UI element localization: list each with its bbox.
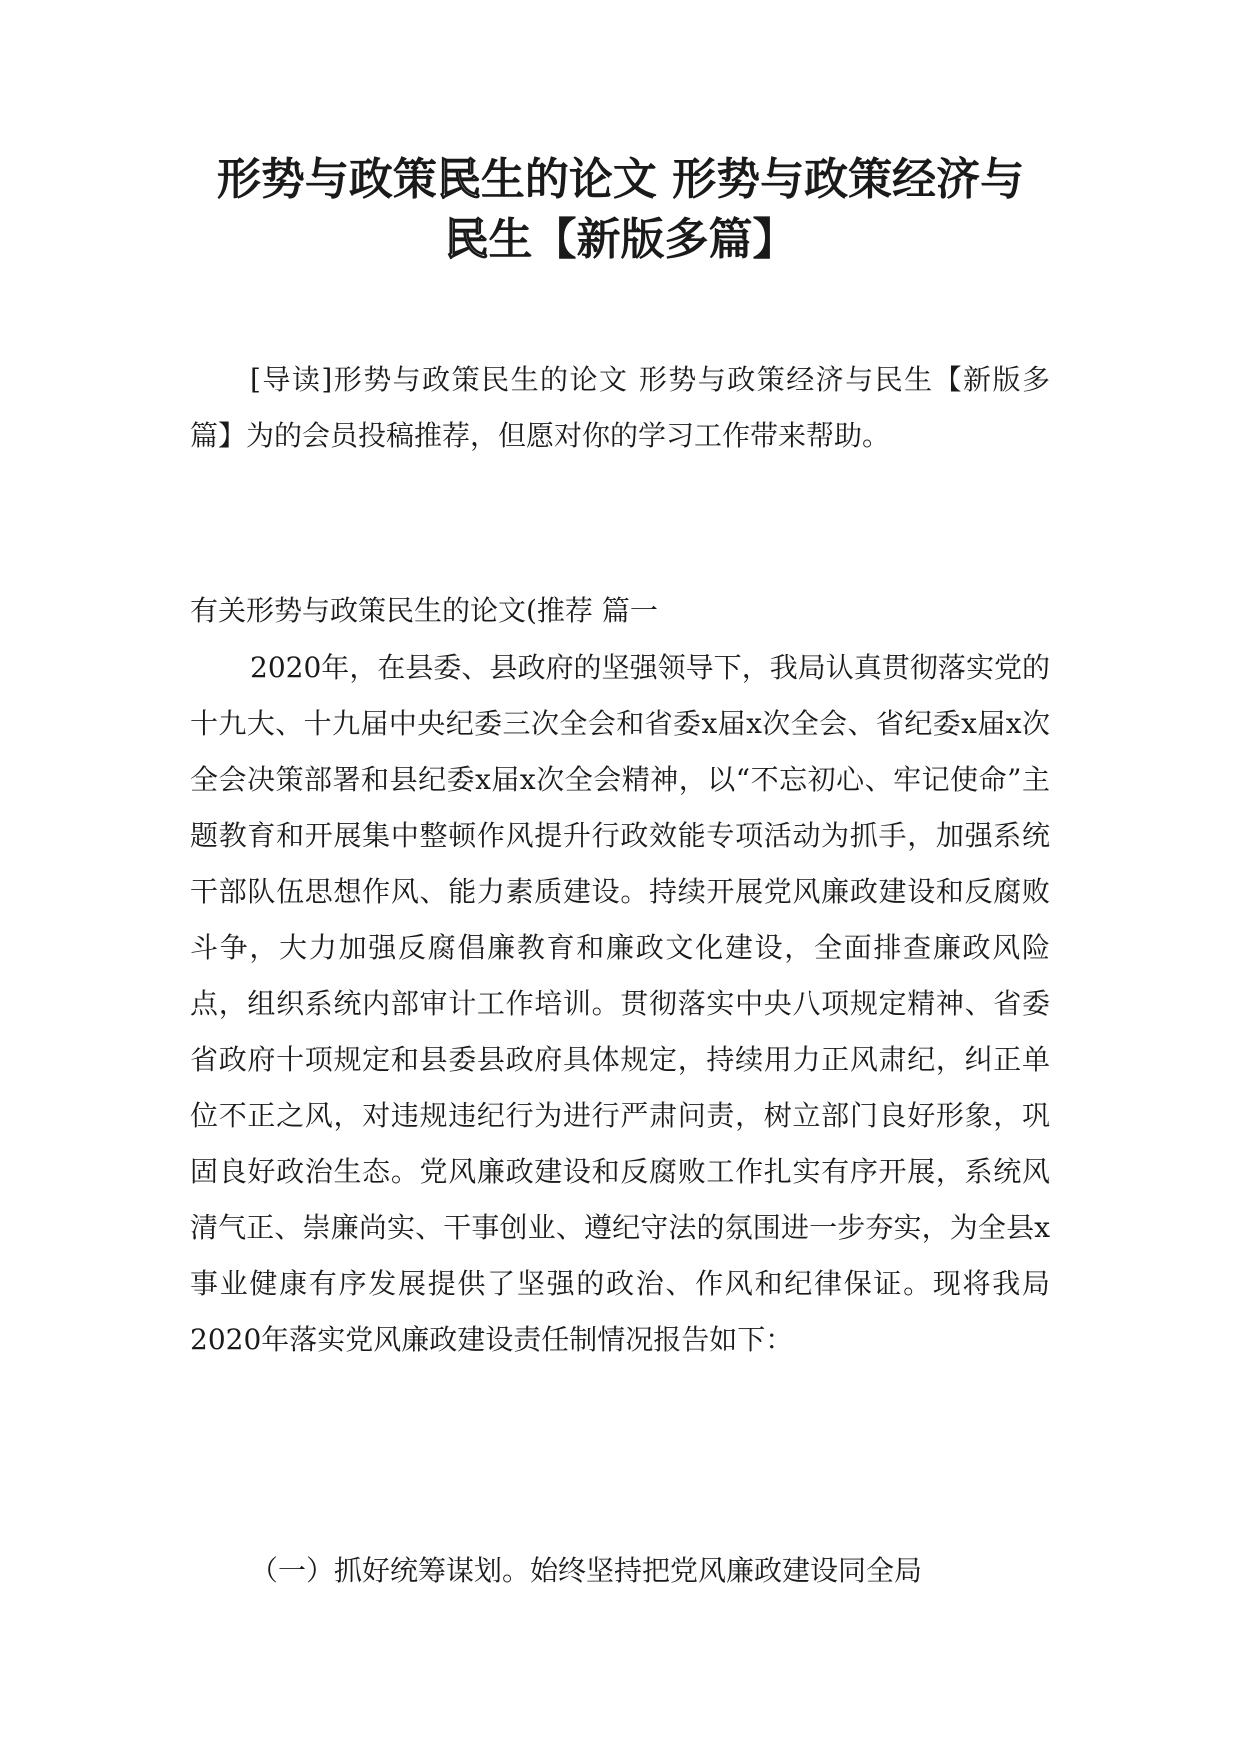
intro-paragraph: [导读]形势与政策民生的论文 形势与政策经济与民生【新版多篇】为的会员投稿推荐，但愿对你的学习工作带来帮助。: [190, 363, 1050, 452]
section-heading: 有关形势与政策民生的论文(推荐 篇一: [190, 594, 658, 627]
title-outline-char-1: 民: [436, 154, 481, 205]
title-part-1: 形势与政策: [216, 154, 437, 205]
title-part-2: 生的论文 形势与政策经济与: [480, 154, 1025, 205]
body-paragraph-1: 2020年，在县委、县政府的坚强领导下，我局认真贯彻落实党的十九大、十九届中央纪委三次全会和省委x届x次全会、省纪委x届x次全会决策部署和县纪委x届x次全会精神，以“不忘初心、牢记使命”主题教育和开展集中整顿作风提升行政效能专项活动为抓手，加强系统干部队伍思想作风、能力素质建设。持续开展党风廉政建设和反腐败斗争，大力加强反腐倡廉教育和廉政文化建设，全面排查廉政风险点，组织系统内部审计工作培训。贯彻落实中央八项规定精神、省委省政府十项规定和县委县政府具体规定，持续用力正风肃纪，纠正单位不正之风，对违规违纪行为进行严肃问责，树立部门良好形象，巩固良好政治生态。党风廉政建设和反腐败工作扎实有序开展，系统风清气正、崇廉尚实、干事创业、遵纪守法的氛围进一步夯实，为全县x事业健康有序发展提供了坚强的政治、作风和纪律保证。现将我局2020年落实党风廉政建设责任制情况报告如下：: [190, 651, 1050, 1356]
title-part-3: 生【新版多篇】: [488, 214, 797, 265]
title-outline-char-2: 民: [444, 214, 489, 265]
body-paragraph-2: （一）抓好统筹谋划。始终坚持把党风廉政建设同全局: [250, 1554, 923, 1587]
document-title: [150, 150, 1091, 270]
